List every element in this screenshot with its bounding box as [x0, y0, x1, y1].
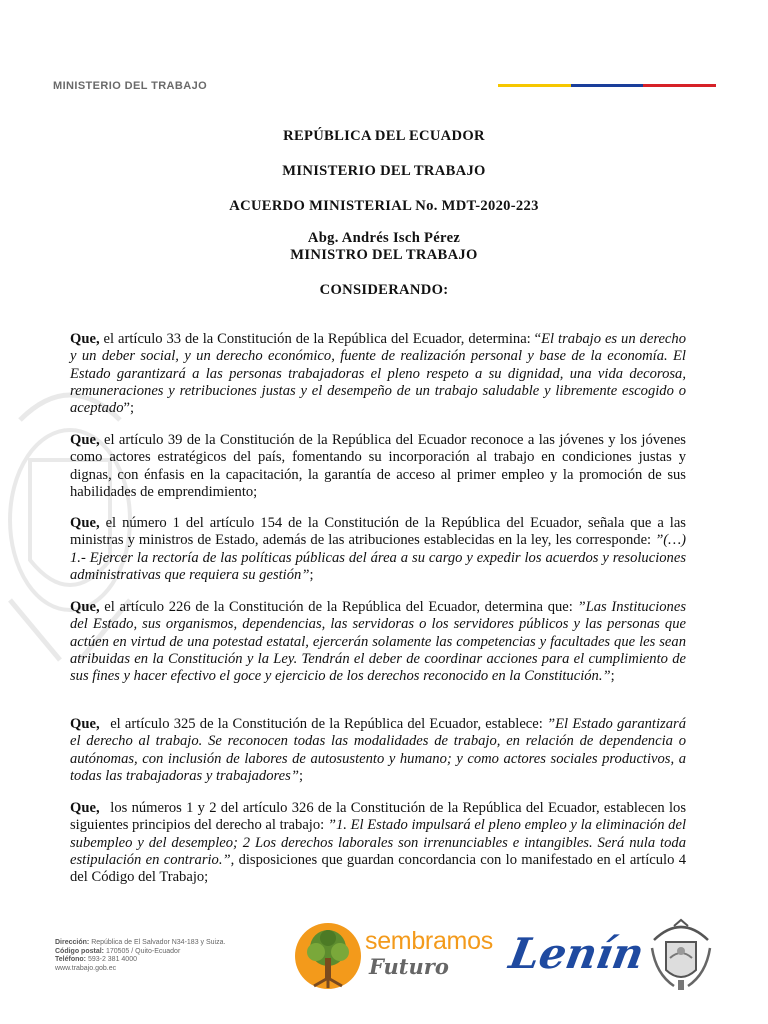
recital-paragraph: [70, 800, 686, 886]
ministry-title: MINISTERIO DEL TRABAJO: [282, 163, 486, 179]
recital-text-end: ;: [298, 767, 303, 784]
recital-quote: ”(…) 1.- Ejercer la rectoría de las políticas públicas del área a su cargo y expedir los acuerdos y resoluciones administrativas que requiera su gestión”: [70, 532, 686, 583]
flag-blue-segment: [571, 84, 644, 87]
que-label: Que,: [70, 331, 100, 347]
considerando-heading: CONSIDERANDO:: [319, 282, 449, 298]
recital-quote: ”1. El Estado impulsará el pleno empleo y la eliminación del subempleo y del desempleo; 2 Los derechos laborales son irrenunciables e intangibles. Será nula toda estipulación en contrario.”: [70, 817, 686, 868]
minister-title: MINISTRO DEL TRABAJO: [290, 247, 478, 263]
minister-name: Abg. Andrés Isch Pérez: [307, 230, 461, 246]
footer-address-block: [55, 939, 275, 973]
flag-red-segment: [643, 84, 716, 87]
que-label: Que,: [70, 716, 100, 732]
recital-text: el artículo 33 de la Constitución de la República del Ecuador, determina: “: [103, 331, 542, 347]
footer-website: www.trabajo.gob.ec: [55, 964, 117, 972]
recital-paragraph: [70, 331, 686, 417]
recital-text: el número 1 del artículo 154 de la Constitución de la República del Ecuador, señala que a las ministras y ministros de Estado, además de las atribuciones establecidas en la ley, les corresponde:: [70, 515, 686, 549]
recital-paragraph: [70, 515, 686, 584]
recital-paragraph: [70, 599, 686, 685]
recital-text-end: , disposiciones que guardan concordancia con lo manifestado en el artículo 4 del Código del Trabajo;: [70, 851, 687, 886]
ministry-header-label: MINISTERIO DEL TRABAJO: [53, 80, 208, 92]
recital-quote: ”El Estado garantizará el derecho al trabajo. Se reconocen todas las modalidades de trabajo, en relación de dependencia o autónomas, con inclusión de labores de autosustento y humano; y como actores sociales productivos, a todas las trabajadoras y trabajadores”: [70, 716, 686, 784]
recital-text: el artículo 39 de la Constitución de la República del Ecuador reconoce a las jóvenes y los jóvenes como actores estratégicos del país, fomentando su incorporación al trabajo en condiciones justas y dignas, con énfasis en la capacitación, la garantía de acceso al primer empleo y la promoción de sus habilidades de emprendimiento;: [70, 432, 686, 500]
recital-text-end: ;: [610, 668, 615, 685]
agreement-title: ACUERDO MINISTERIAL No. MDT-2020-223: [229, 198, 539, 214]
futuro-word: Futuro: [369, 954, 449, 979]
footer-address-line: Dirección: República de El Salvador N34-183 y Suiza.: [55, 939, 226, 946]
footer-phone-line: Teléfono: 593-2 381 4000: [55, 956, 137, 964]
recital-text: el artículo 226 de la Constitución de la República del Ecuador, determina que:: [104, 599, 578, 615]
que-label: Que,: [70, 515, 100, 531]
que-label: Que,: [70, 599, 100, 615]
sembramos-word: sembramos: [365, 927, 493, 955]
que-label: Que,: [70, 432, 100, 448]
recital-text: los números 1 y 2 del artículo 326 de la Constitución de la República del Ecuador, establecen los siguientes principios del derecho al trabajo:: [70, 800, 686, 834]
recital-quote: El trabajo es un derecho y un deber social, y un derecho económico, fuente de realización personal y base de la economía. El Estado garantizará a las personas trabajadoras el pleno respeto a su dignidad, una vida decorosa, remuneraciones y retribuciones justas y el desempeño de un trabajo saludable y libremente escogido o aceptado: [70, 331, 687, 417]
recital-paragraph: [70, 716, 686, 785]
tree-icon: [292, 920, 364, 992]
recital-quote: ”Las Instituciones del Estado, sus organismos, dependencias, las servidoras o los servidores públicos y las personas que actúen en virtud de una potestad estatal, ejercerán solamente las competencias y facultades que les sean atribuidas en la Constitución y la Ley. Tendrán el deber de coordinar acciones para el cumplimiento de sus fines y hacer efectivo el goce y ejercicio de los derechos reconocido en la Constitución.”: [70, 599, 687, 685]
sembramos-futuro-logo: [292, 920, 502, 992]
coat-of-arms-icon: [644, 918, 718, 994]
footer-postal-line: Código postal: 170505 / Quito-Ecuador: [55, 947, 181, 955]
recital-text-end: ”;: [123, 400, 135, 417]
flag-stripe: [498, 84, 716, 87]
recital-paragraph: [70, 432, 686, 501]
lenin-signature-logo: Lenín: [505, 929, 648, 978]
republic-title: REPÚBLICA DEL ECUADOR: [283, 128, 485, 144]
recital-text-end: ;: [309, 566, 314, 583]
que-label: Que,: [70, 800, 100, 816]
flag-yellow-segment: [498, 84, 571, 87]
recital-text: el artículo 325 de la Constitución de la República del Ecuador, establece:: [110, 716, 548, 732]
